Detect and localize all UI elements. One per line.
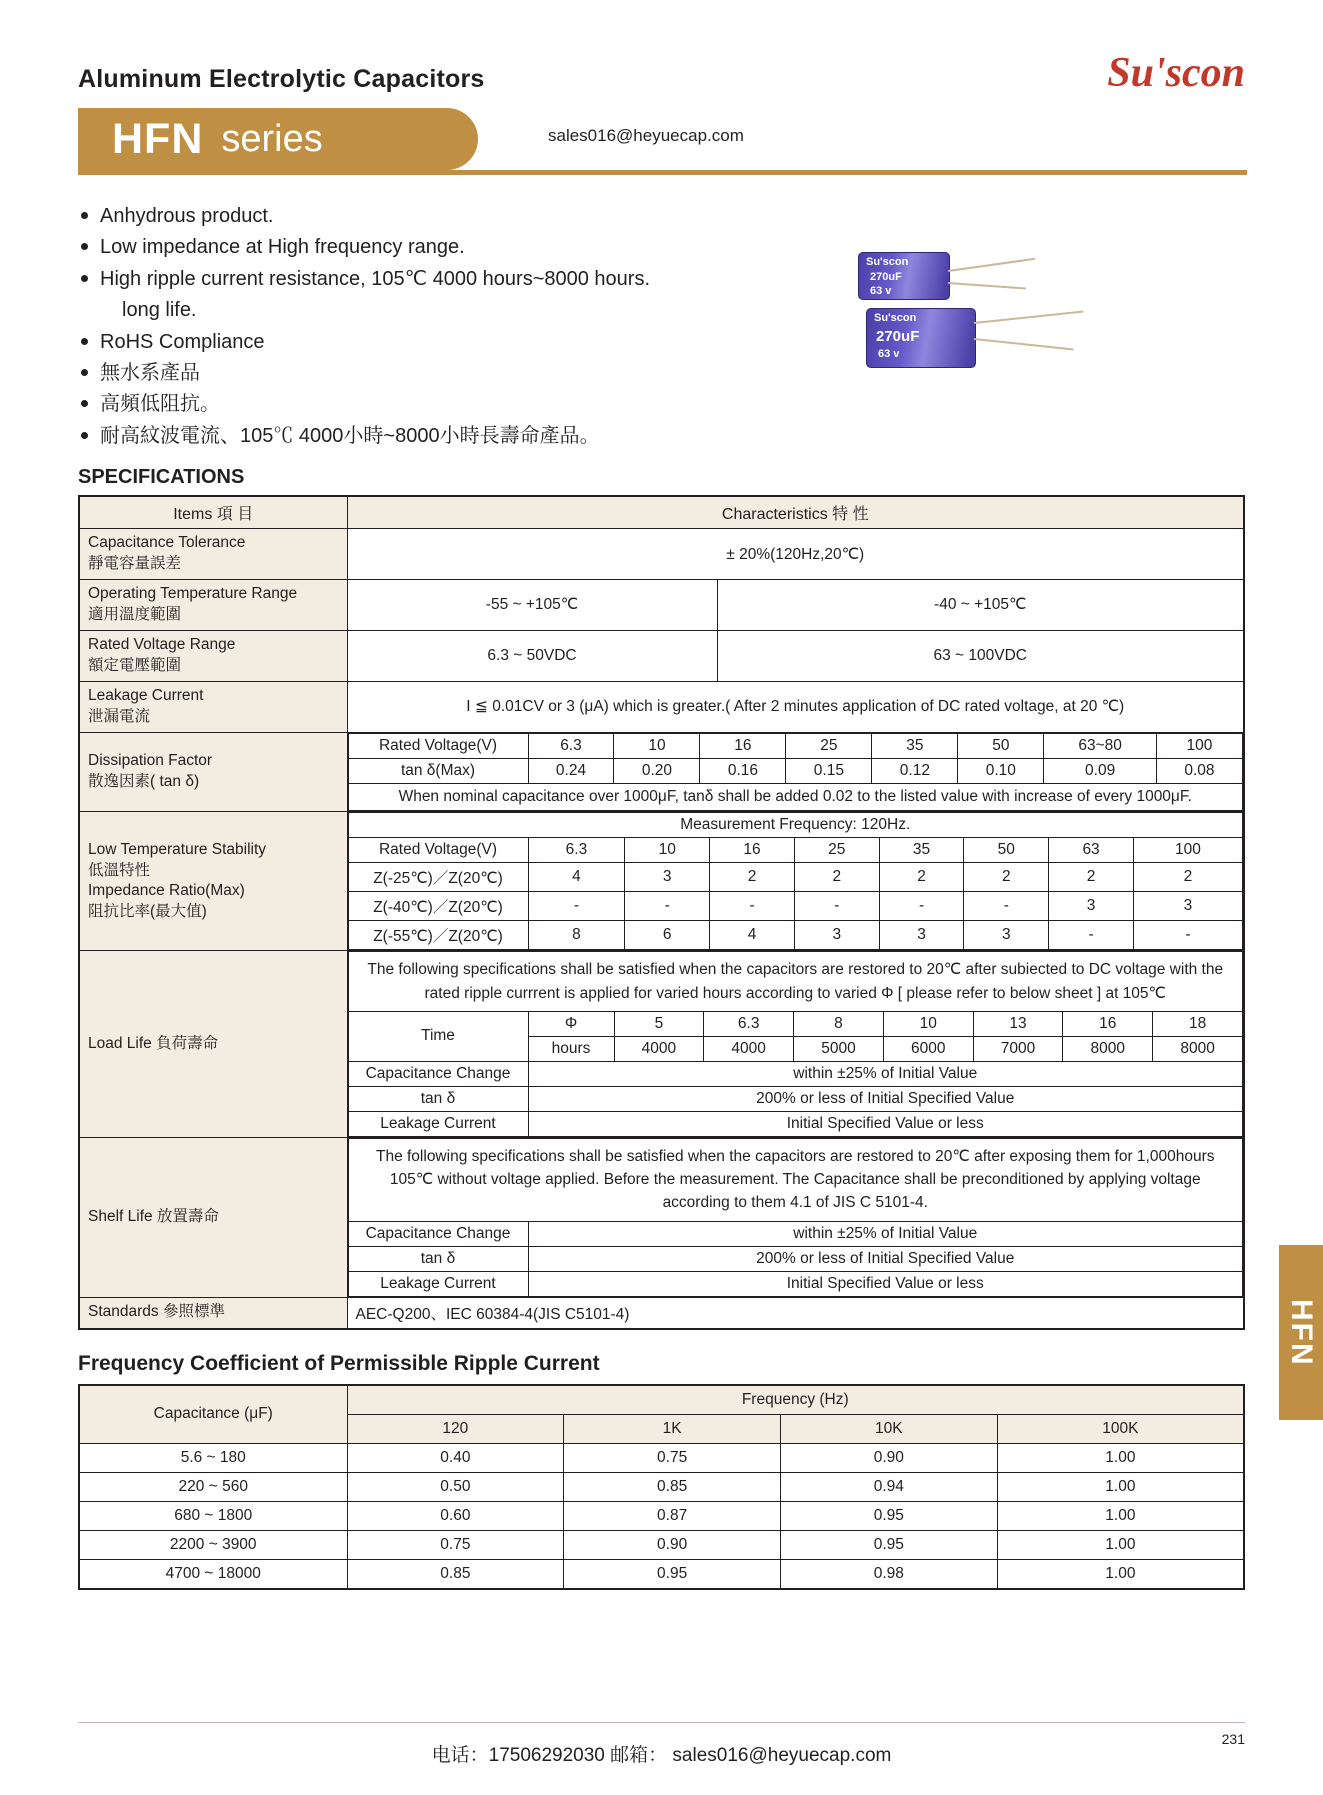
lt-cell: 3 (879, 921, 964, 950)
hours-cell: 4000 (614, 1036, 704, 1061)
frequency-coefficient-table (78, 1384, 1245, 1590)
list-item: 高頻低阻抗。 (78, 390, 1245, 418)
lt-cell: 2 (1049, 863, 1134, 892)
table-row (348, 952, 1243, 1012)
df-cell: 0.20 (614, 758, 700, 783)
freq-value: 1.00 (997, 1501, 1244, 1530)
df-cell: 16 (700, 733, 786, 758)
row-label-shelf-life: Shelf Life 放置壽命 (79, 1137, 347, 1297)
shelf-life-block (347, 1137, 1244, 1297)
label-en-2: Impedance Ratio(Max) (88, 882, 245, 900)
phi-label: Φ (528, 1011, 614, 1036)
lt-cell: 16 (710, 838, 795, 863)
shelf-life-table (348, 1138, 1244, 1297)
load-life-table (348, 951, 1244, 1137)
table-row (348, 1111, 1243, 1136)
series-banner (78, 108, 1245, 180)
lt-cell: 25 (794, 838, 879, 863)
page-header (78, 0, 1245, 94)
freq-value: 0.87 (564, 1501, 781, 1530)
lt-cell: 2 (879, 863, 964, 892)
dissipation-factor-table (348, 733, 1244, 812)
list-item: RoHS Compliance (78, 328, 1245, 356)
shelf-life-item-name: tan δ (348, 1246, 528, 1271)
table-row (348, 783, 1243, 811)
capacitor-lead (948, 282, 1026, 289)
side-tab-label: HFN (1285, 1298, 1318, 1367)
freq-value: 0.98 (780, 1559, 997, 1589)
cap-range: 220 ~ 560 (79, 1472, 347, 1501)
freq-value: 1.00 (997, 1559, 1244, 1589)
lt-row4-label: Z(-55℃)／Z(20℃) (348, 921, 528, 950)
phi-cell: 16 (1063, 1011, 1153, 1036)
list-item: Anhydrous product. (78, 202, 1245, 230)
cap-range: 2200 ~ 3900 (79, 1530, 347, 1559)
table-row (79, 1501, 1244, 1530)
lt-row3-label: Z(-40℃)／Z(20℃) (348, 892, 528, 921)
phi-cell: 10 (883, 1011, 973, 1036)
lt-cell: 4 (528, 863, 625, 892)
lt-cell: 50 (964, 838, 1049, 863)
table-row (79, 529, 1244, 580)
table-row (348, 1246, 1243, 1271)
series-badge (78, 108, 478, 170)
capacitor-lead (974, 338, 1074, 350)
row-label-leakage-current (79, 681, 347, 732)
table-row (348, 863, 1243, 892)
lt-cell: 63 (1049, 838, 1134, 863)
label-cn: 額定電壓範圍 (88, 656, 182, 674)
lt-cell: - (879, 892, 964, 921)
capacitor-brand-print: Su'scon (874, 312, 917, 324)
value-voltage-range-2: 63 ~ 100VDC (717, 630, 1244, 681)
capacitor-lead (974, 311, 1084, 324)
table-row (79, 496, 1244, 529)
row-label-operating-temp (79, 579, 347, 630)
load-life-block (347, 951, 1244, 1138)
label-en: Rated Voltage Range (88, 635, 236, 653)
frequency-section-title: Frequency Coefficient of Permissible Ripple Current (78, 1351, 600, 1375)
label-en: Capacitance Tolerance (88, 534, 246, 552)
freq-col-100k: 100K (997, 1414, 1244, 1443)
phi-cell: 6.3 (704, 1011, 794, 1036)
freq-value: 0.60 (347, 1501, 564, 1530)
shelf-life-item-value: within ±25% of Initial Value (528, 1221, 1243, 1246)
table-row (348, 758, 1243, 783)
freq-value: 0.90 (780, 1443, 997, 1472)
row-label-low-temp-stability (79, 812, 347, 951)
label-en: Operating Temperature Range (88, 584, 298, 602)
hours-label: hours (528, 1036, 614, 1061)
lt-cell: 2 (710, 863, 795, 892)
df-cell: 100 (1156, 733, 1242, 758)
footer-divider (78, 1722, 1245, 1723)
df-cell: 10 (614, 733, 700, 758)
specifications-table (78, 495, 1245, 1330)
load-life-time-label: Time (348, 1011, 528, 1061)
value-cap-tolerance: ± 20%(120Hz,20℃) (347, 529, 1244, 580)
label-en: Dissipation Factor (88, 752, 213, 770)
lt-cell: 2 (964, 863, 1049, 892)
row-label-standards: Standards 參照標準 (79, 1297, 347, 1329)
label-cn: 適用溫度範圍 (88, 605, 182, 623)
phi-cell: 8 (794, 1011, 884, 1036)
freq-value: 0.85 (347, 1559, 564, 1589)
lt-cell: - (964, 892, 1049, 921)
lt-cell: - (528, 892, 625, 921)
lt-cell: 100 (1133, 838, 1242, 863)
load-life-item-value: 200% or less of Initial Specified Value (528, 1086, 1243, 1111)
hours-cell: 6000 (883, 1036, 973, 1061)
table-row (79, 1137, 1244, 1297)
freq-value: 0.40 (347, 1443, 564, 1472)
table-row (348, 1086, 1243, 1111)
df-cell: 35 (872, 733, 958, 758)
row-label-load-life: Load Life 負荷壽命 (79, 951, 347, 1138)
series-word: series (221, 117, 323, 160)
capacitor-value-print: 270uF (870, 271, 902, 283)
freq-value: 0.95 (780, 1501, 997, 1530)
table-row (348, 1221, 1243, 1246)
table-row (79, 1559, 1244, 1589)
lt-cell: 6.3 (528, 838, 625, 863)
table-row (79, 1385, 1244, 1415)
table-row (79, 1530, 1244, 1559)
load-life-item-value: within ±25% of Initial Value (528, 1061, 1243, 1086)
list-item: 耐高紋波電流、105℃ 4000小時~8000小時長壽命產品。 (78, 422, 1245, 450)
table-row (348, 1011, 1243, 1036)
table-row (348, 1271, 1243, 1296)
table-row (79, 579, 1244, 630)
list-item-continued: long life. (122, 299, 197, 322)
low-temp-block (347, 812, 1244, 951)
phi-cell: 5 (614, 1011, 704, 1036)
freq-value: 0.95 (564, 1559, 781, 1589)
lt-cell: 3 (1049, 892, 1134, 921)
capacitor-value-print: 270uF (876, 328, 920, 345)
freq-value: 1.00 (997, 1472, 1244, 1501)
freq-col-1k: 1K (564, 1414, 781, 1443)
measurement-frequency-note: Measurement Frequency: 120Hz. (348, 813, 1243, 838)
df-cell: 63~80 (1044, 733, 1157, 758)
hours-cell: 5000 (794, 1036, 884, 1061)
lt-cell: 10 (625, 838, 710, 863)
freq-value: 0.95 (780, 1530, 997, 1559)
freq-value: 1.00 (997, 1530, 1244, 1559)
lt-cell: 2 (1133, 863, 1242, 892)
table-row (348, 838, 1243, 863)
table-row (79, 1297, 1244, 1329)
load-life-item-name: tan δ (348, 1086, 528, 1111)
lt-row2-label: Z(-25℃)／Z(20℃) (348, 863, 528, 892)
label-cn: 散逸因素( tan δ) (88, 772, 200, 790)
hours-cell: 4000 (704, 1036, 794, 1061)
row-label-dissipation-factor (79, 732, 347, 812)
lt-row1-label: Rated Voltage(V) (348, 838, 528, 863)
value-voltage-range-1: 6.3 ~ 50VDC (347, 630, 717, 681)
shelf-life-item-value: 200% or less of Initial Specified Value (528, 1246, 1243, 1271)
df-cell: 0.08 (1156, 758, 1242, 783)
table-row (79, 732, 1244, 812)
lt-cell: 3 (794, 921, 879, 950)
shelf-life-item-name: Leakage Current (348, 1271, 528, 1296)
series-side-tab (1279, 1245, 1323, 1420)
label-en: Low Temperature Stability (88, 840, 267, 858)
value-operating-temp-1: -55 ~ +105℃ (347, 579, 717, 630)
df-cell: 50 (958, 733, 1044, 758)
lt-cell: 4 (710, 921, 795, 950)
product-photo (848, 252, 1108, 392)
row-label-cap-tolerance (79, 529, 347, 580)
label-cn: 靜電容量誤差 (88, 555, 182, 573)
phi-cell: 18 (1153, 1011, 1243, 1036)
df-cell: 0.24 (528, 758, 614, 783)
freq-value: 0.50 (347, 1472, 564, 1501)
row-label-voltage-range (79, 630, 347, 681)
footer-contact: 电话：17506292030 邮箱： sales016@heyuecap.com (431, 1745, 892, 1766)
col-capacitance: Capacitance (μF) (79, 1385, 347, 1444)
specifications-title: SPECIFICATIONS (78, 466, 245, 489)
lt-cell: 3 (1133, 892, 1242, 921)
df-cell: 0.10 (958, 758, 1044, 783)
df-cell: 0.09 (1044, 758, 1157, 783)
df-cell: 25 (786, 733, 872, 758)
load-life-item-name: Leakage Current (348, 1111, 528, 1136)
lt-cell: 3 (964, 921, 1049, 950)
table-row (79, 1443, 1244, 1472)
label-en: Leakage Current (88, 686, 204, 704)
table-row (348, 813, 1243, 838)
lt-cell: - (625, 892, 710, 921)
table-row (348, 733, 1243, 758)
table-row (348, 892, 1243, 921)
list-item: 無水系產品 (78, 359, 1245, 387)
table-row (79, 812, 1244, 951)
table-row (79, 681, 1244, 732)
freq-value: 1.00 (997, 1443, 1244, 1472)
shelf-life-item-name: Capacitance Change (348, 1221, 528, 1246)
contact-email: sales016@heyuecap.com (548, 126, 744, 145)
dissipation-factor-block (347, 732, 1244, 812)
table-row (348, 921, 1243, 950)
value-operating-temp-2: -40 ~ +105℃ (717, 579, 1244, 630)
table-row (79, 630, 1244, 681)
cap-range: 680 ~ 1800 (79, 1501, 347, 1530)
lt-cell: 35 (879, 838, 964, 863)
cap-range: 5.6 ~ 180 (79, 1443, 347, 1472)
shelf-life-intro: The following specifications shall be satisfied when the capacitors are restored to 20℃ after exposing them for 1,000hours 105℃ without voltage applied. Before the measurement. The Capacitance shall be preconditioned by applying voltage according to them 4.1 of JIS C 5101-4. (348, 1138, 1243, 1221)
df-cell: 0.16 (700, 758, 786, 783)
load-life-item-name: Capacitance Change (348, 1061, 528, 1086)
freq-value: 0.90 (564, 1530, 781, 1559)
hours-cell: 7000 (973, 1036, 1063, 1061)
value-standards: AEC-Q200、IEC 60384-4(JIS C5101-4) (347, 1297, 1244, 1329)
lt-cell: - (1049, 921, 1134, 950)
df-cell: 0.12 (872, 758, 958, 783)
freq-col-10k: 10K (780, 1414, 997, 1443)
lt-cell: 2 (794, 863, 879, 892)
lt-cell: - (794, 892, 879, 921)
df-cell: 6.3 (528, 733, 614, 758)
freq-value: 0.75 (564, 1443, 781, 1472)
df-cell: 0.15 (786, 758, 872, 783)
phi-cell: 13 (973, 1011, 1063, 1036)
list-item: Low impedance at High frequency range. (78, 233, 1245, 261)
col-characteristics: Characteristics 特 性 (347, 496, 1244, 529)
capacitor-voltage-print: 63 v (870, 285, 892, 297)
freq-value: 0.75 (347, 1530, 564, 1559)
hours-cell: 8000 (1153, 1036, 1243, 1061)
load-life-item-value: Initial Specified Value or less (528, 1111, 1243, 1136)
df-note: When nominal capacitance over 1000μF, tanδ shall be added 0.02 to the listed value with increase of every 1000μF. (348, 783, 1243, 811)
load-life-intro: The following specifications shall be satisfied when the capacitors are restored to 20℃ after subiected to DC voltage with the rated ripple currrent is applied for varied hours according to varied Φ [ please refer to below sheet ] at 105℃ (348, 952, 1243, 1012)
banner-rule (78, 170, 1247, 175)
page-title: Aluminum Electrolytic Capacitors (78, 65, 485, 93)
capacitor-lead (948, 258, 1035, 272)
label-cn-2: 阻抗比率(最大值) (88, 903, 207, 921)
df-row1-label: Rated Voltage(V) (348, 733, 528, 758)
lt-cell: - (1133, 921, 1242, 950)
label-cn: 泄漏電流 (88, 707, 151, 725)
hours-cell: 8000 (1063, 1036, 1153, 1061)
col-items: Items 項 目 (79, 496, 347, 529)
freq-value: 0.85 (564, 1472, 781, 1501)
lt-cell: 6 (625, 921, 710, 950)
low-temp-table (348, 812, 1244, 950)
lt-cell: 3 (625, 863, 710, 892)
capacitor-voltage-print: 63 v (878, 348, 900, 360)
lt-cell: - (710, 892, 795, 921)
cap-range: 4700 ~ 18000 (79, 1559, 347, 1589)
lt-cell: 8 (528, 921, 625, 950)
list-item: High ripple current resistance, 105℃ 4000 hours~8000 hours. (78, 265, 1245, 293)
freq-col-120: 120 (347, 1414, 564, 1443)
brand-logo: Su'scon (1107, 50, 1245, 96)
table-row (79, 951, 1244, 1138)
value-leakage-current: I ≦ 0.01CV or 3 (μA) which is greater.( After 2 minutes application of DC rated voltage, at 20 ℃) (347, 681, 1244, 732)
series-code: HFN (112, 114, 204, 163)
shelf-life-item-value: Initial Specified Value or less (528, 1271, 1243, 1296)
table-row (348, 1061, 1243, 1086)
table-row (79, 1472, 1244, 1501)
capacitor-brand-print: Su'scon (866, 256, 909, 268)
page-number: 231 (1221, 1731, 1245, 1747)
label-cn: 低溫特性 (88, 861, 151, 879)
df-row2-label: tan δ(Max) (348, 758, 528, 783)
table-row (348, 1138, 1243, 1221)
col-frequency: Frequency (Hz) (347, 1385, 1244, 1415)
freq-value: 0.94 (780, 1472, 997, 1501)
